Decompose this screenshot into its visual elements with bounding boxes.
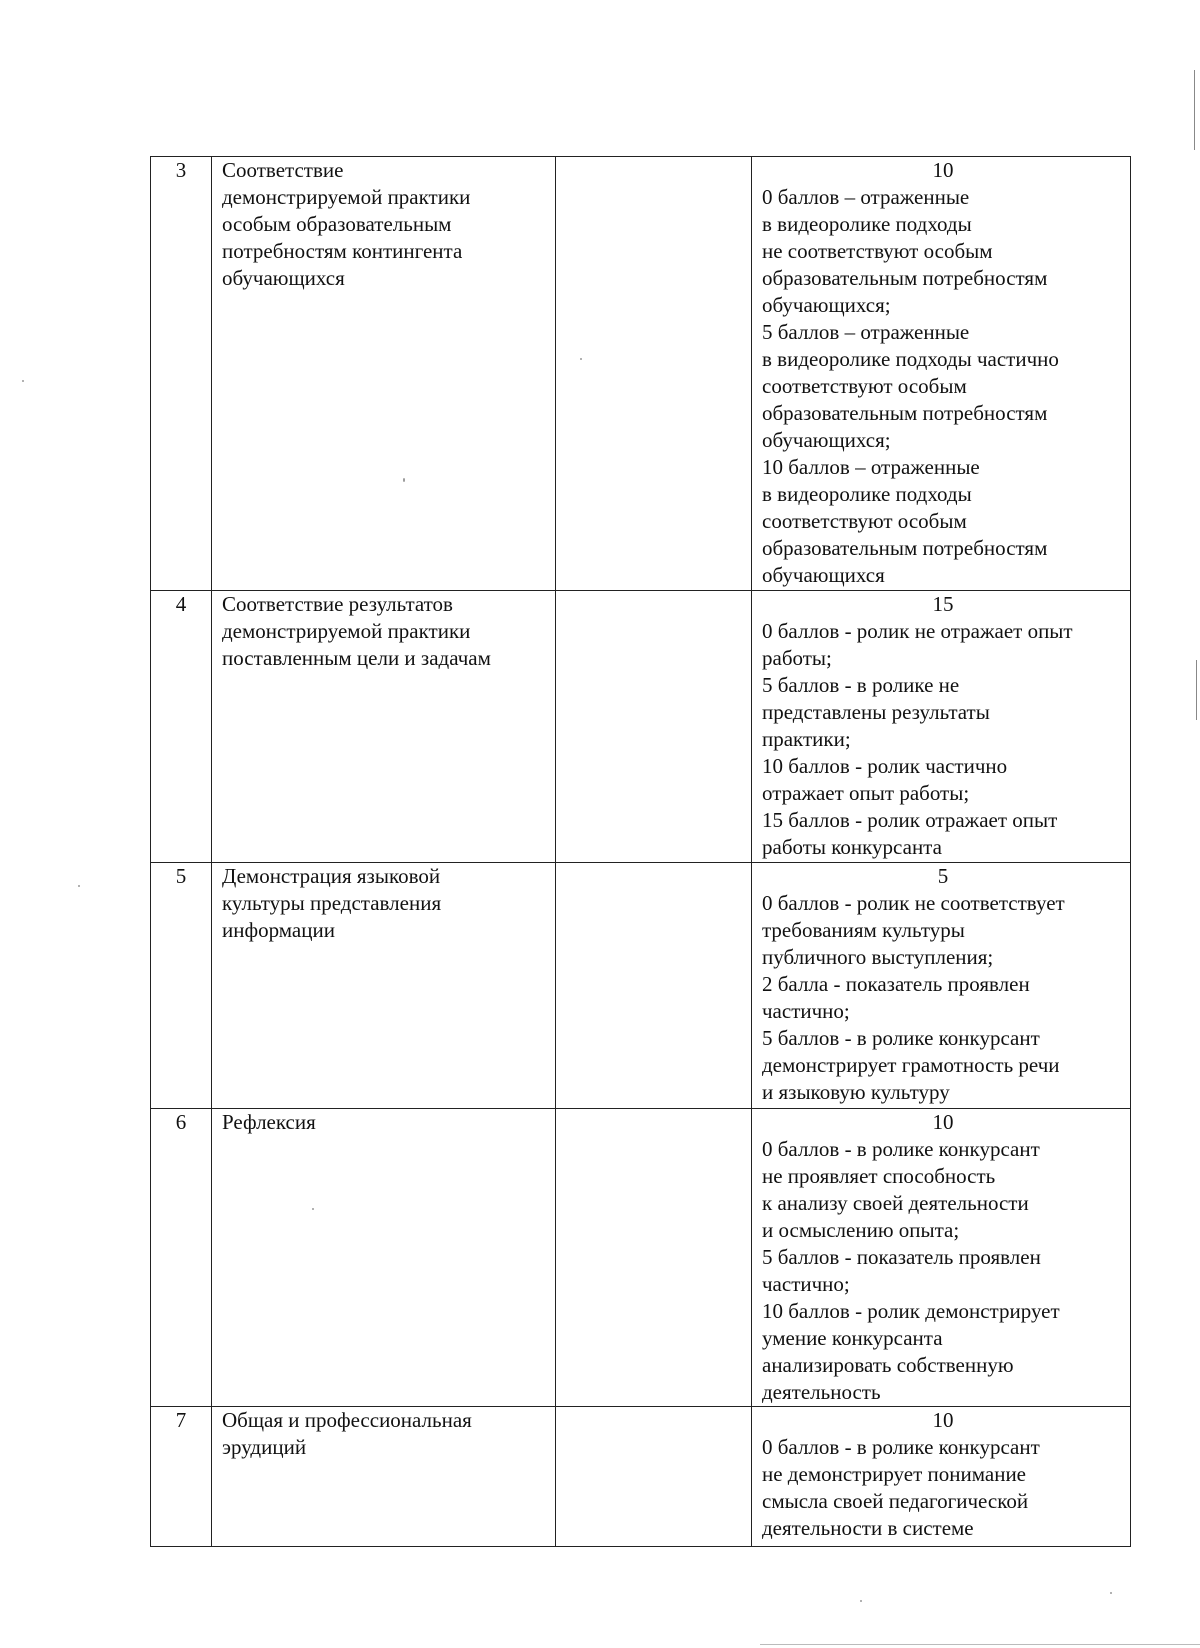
score-description-line: 10 баллов – отраженные — [762, 455, 980, 479]
criterion-name-line: поставленным цели и задачам — [222, 646, 491, 670]
score-description-line: образовательным потребностям — [762, 266, 1048, 290]
criterion-name-line: Общая и профессиональная — [222, 1408, 472, 1432]
criterion-name — [212, 1109, 556, 1407]
criterion-name — [212, 591, 556, 863]
scan-speck — [312, 1208, 314, 1210]
score-description-line: 0 баллов - в ролике конкурсант — [762, 1137, 1040, 1161]
score-description-line: обучающихся — [762, 563, 885, 587]
score-description-line: обучающихся; — [762, 293, 891, 317]
max-score: 5 — [937, 864, 949, 888]
max-score: 10 — [932, 1408, 954, 1432]
score-description-line: и языковую культуру — [762, 1080, 950, 1104]
criterion-name-line: Рефлексия — [222, 1110, 316, 1134]
score-description-line: 0 баллов - ролик не отражает опыт — [762, 619, 1073, 643]
criterion-name-line: обучающихся — [222, 266, 345, 290]
score-description-line: в видеоролике подходы — [762, 212, 972, 236]
criteria-table-body — [151, 157, 1131, 1547]
score-description-line: образовательным потребностям — [762, 401, 1048, 425]
score-description-line: деятельность — [762, 1380, 881, 1404]
score-description-line: не демонстрирует понимание — [762, 1462, 1027, 1486]
score-description-line: к анализу своей деятельности — [762, 1191, 1029, 1215]
score-description-line: 15 баллов - ролик отражает опыт — [762, 808, 1058, 832]
score-description-line: 5 баллов - показатель проявлен — [762, 1245, 1041, 1269]
score-cell — [752, 591, 1131, 863]
score-description-line: 0 баллов - в ролике конкурсант — [762, 1435, 1040, 1459]
score-description-line: анализировать собственную — [762, 1353, 1014, 1377]
score-description-line: публичного выступления; — [762, 945, 994, 969]
criterion-name — [212, 1407, 556, 1547]
criterion-name-line: эрудиций — [222, 1435, 307, 1459]
score-description-line: 5 баллов – отраженные — [762, 320, 970, 344]
table-row — [151, 591, 1131, 863]
criterion-number: 3 — [151, 157, 212, 591]
criterion-name-line: Соответствие результатов — [222, 592, 453, 616]
empty-cell — [556, 863, 752, 1109]
score-cell — [752, 157, 1131, 591]
criterion-name-line: Соответствие — [222, 158, 344, 182]
empty-cell — [556, 1407, 752, 1547]
score-description-line: в видеоролике подходы — [762, 482, 972, 506]
criterion-number: 6 — [151, 1109, 212, 1407]
score-description-line: 0 баллов – отраженные — [762, 185, 970, 209]
score-description-line: работы конкурсанта — [762, 835, 942, 859]
empty-cell — [556, 591, 752, 863]
scan-edge-mark — [1194, 70, 1195, 150]
score-description-line: 10 баллов - ролик частично — [762, 754, 1008, 778]
score-description-line: 2 балла - показатель проявлен — [762, 972, 1030, 996]
criterion-name-line: потребностям контингента — [222, 239, 463, 263]
criterion-number: 7 — [151, 1407, 212, 1547]
score-description-line: практики; — [762, 727, 851, 751]
score-cell — [752, 1407, 1131, 1547]
criterion-name — [212, 157, 556, 591]
score-description-line: 0 баллов - ролик не соответствует — [762, 891, 1065, 915]
score-cell — [752, 1109, 1131, 1407]
score-description-line: не соответствуют особым — [762, 239, 993, 263]
scan-speck — [580, 358, 582, 360]
criteria-table — [150, 156, 1131, 1547]
score-description-line: частично; — [762, 1272, 850, 1296]
score-description-line: отражает опыт работы; — [762, 781, 970, 805]
empty-cell — [556, 157, 752, 591]
scan-speck — [403, 478, 405, 482]
score-description-line: 5 баллов - в ролике конкурсант — [762, 1026, 1040, 1050]
score-description-line: в видеоролике подходы частично — [762, 347, 1059, 371]
score-description-line: образовательным потребностям — [762, 536, 1048, 560]
score-description-line: и осмыслению опыта; — [762, 1218, 960, 1242]
score-description-line: не проявляет способность — [762, 1164, 996, 1188]
max-score: 15 — [932, 592, 954, 616]
score-description-line: обучающихся; — [762, 428, 891, 452]
criterion-name-line: Демонстрация языковой — [222, 864, 441, 888]
score-description-line: демонстрирует грамотность речи — [762, 1053, 1060, 1077]
scan-edge-mark — [760, 1644, 1200, 1645]
scan-speck — [22, 380, 24, 382]
table-row — [151, 863, 1131, 1109]
criterion-name-line: информации — [222, 918, 335, 942]
score-description-line: представлены результаты — [762, 700, 990, 724]
score-description-line: 5 баллов - в ролике не — [762, 673, 960, 697]
criterion-name-line: культуры представления — [222, 891, 442, 915]
score-description-line: умение конкурсанта — [762, 1326, 943, 1350]
score-description-line: соответствуют особым — [762, 374, 967, 398]
scan-edge-mark — [1196, 660, 1197, 720]
score-description-line: смысла своей педагогической — [762, 1489, 1029, 1513]
table-row — [151, 157, 1131, 591]
scan-speck — [1110, 1592, 1112, 1594]
score-description-line: частично; — [762, 999, 850, 1023]
criterion-name-line: демонстрируемой практики — [222, 619, 471, 643]
criterion-number: 4 — [151, 591, 212, 863]
score-description-line: деятельности в системе — [762, 1516, 974, 1540]
max-score: 10 — [932, 158, 954, 182]
max-score: 10 — [932, 1110, 954, 1134]
scan-speck — [78, 885, 80, 887]
score-description-line: соответствуют особым — [762, 509, 967, 533]
score-description-line: требованиям культуры — [762, 918, 965, 942]
criterion-number: 5 — [151, 863, 212, 1109]
table-row — [151, 1109, 1131, 1407]
criterion-name — [212, 863, 556, 1109]
criterion-name-line: особым образовательным — [222, 212, 452, 236]
table-row — [151, 1407, 1131, 1547]
score-cell — [752, 863, 1131, 1109]
criterion-name-line: демонстрируемой практики — [222, 185, 471, 209]
scan-speck — [860, 1600, 862, 1602]
empty-cell — [556, 1109, 752, 1407]
score-description-line: 10 баллов - ролик демонстрирует — [762, 1299, 1060, 1323]
score-description-line: работы; — [762, 646, 832, 670]
